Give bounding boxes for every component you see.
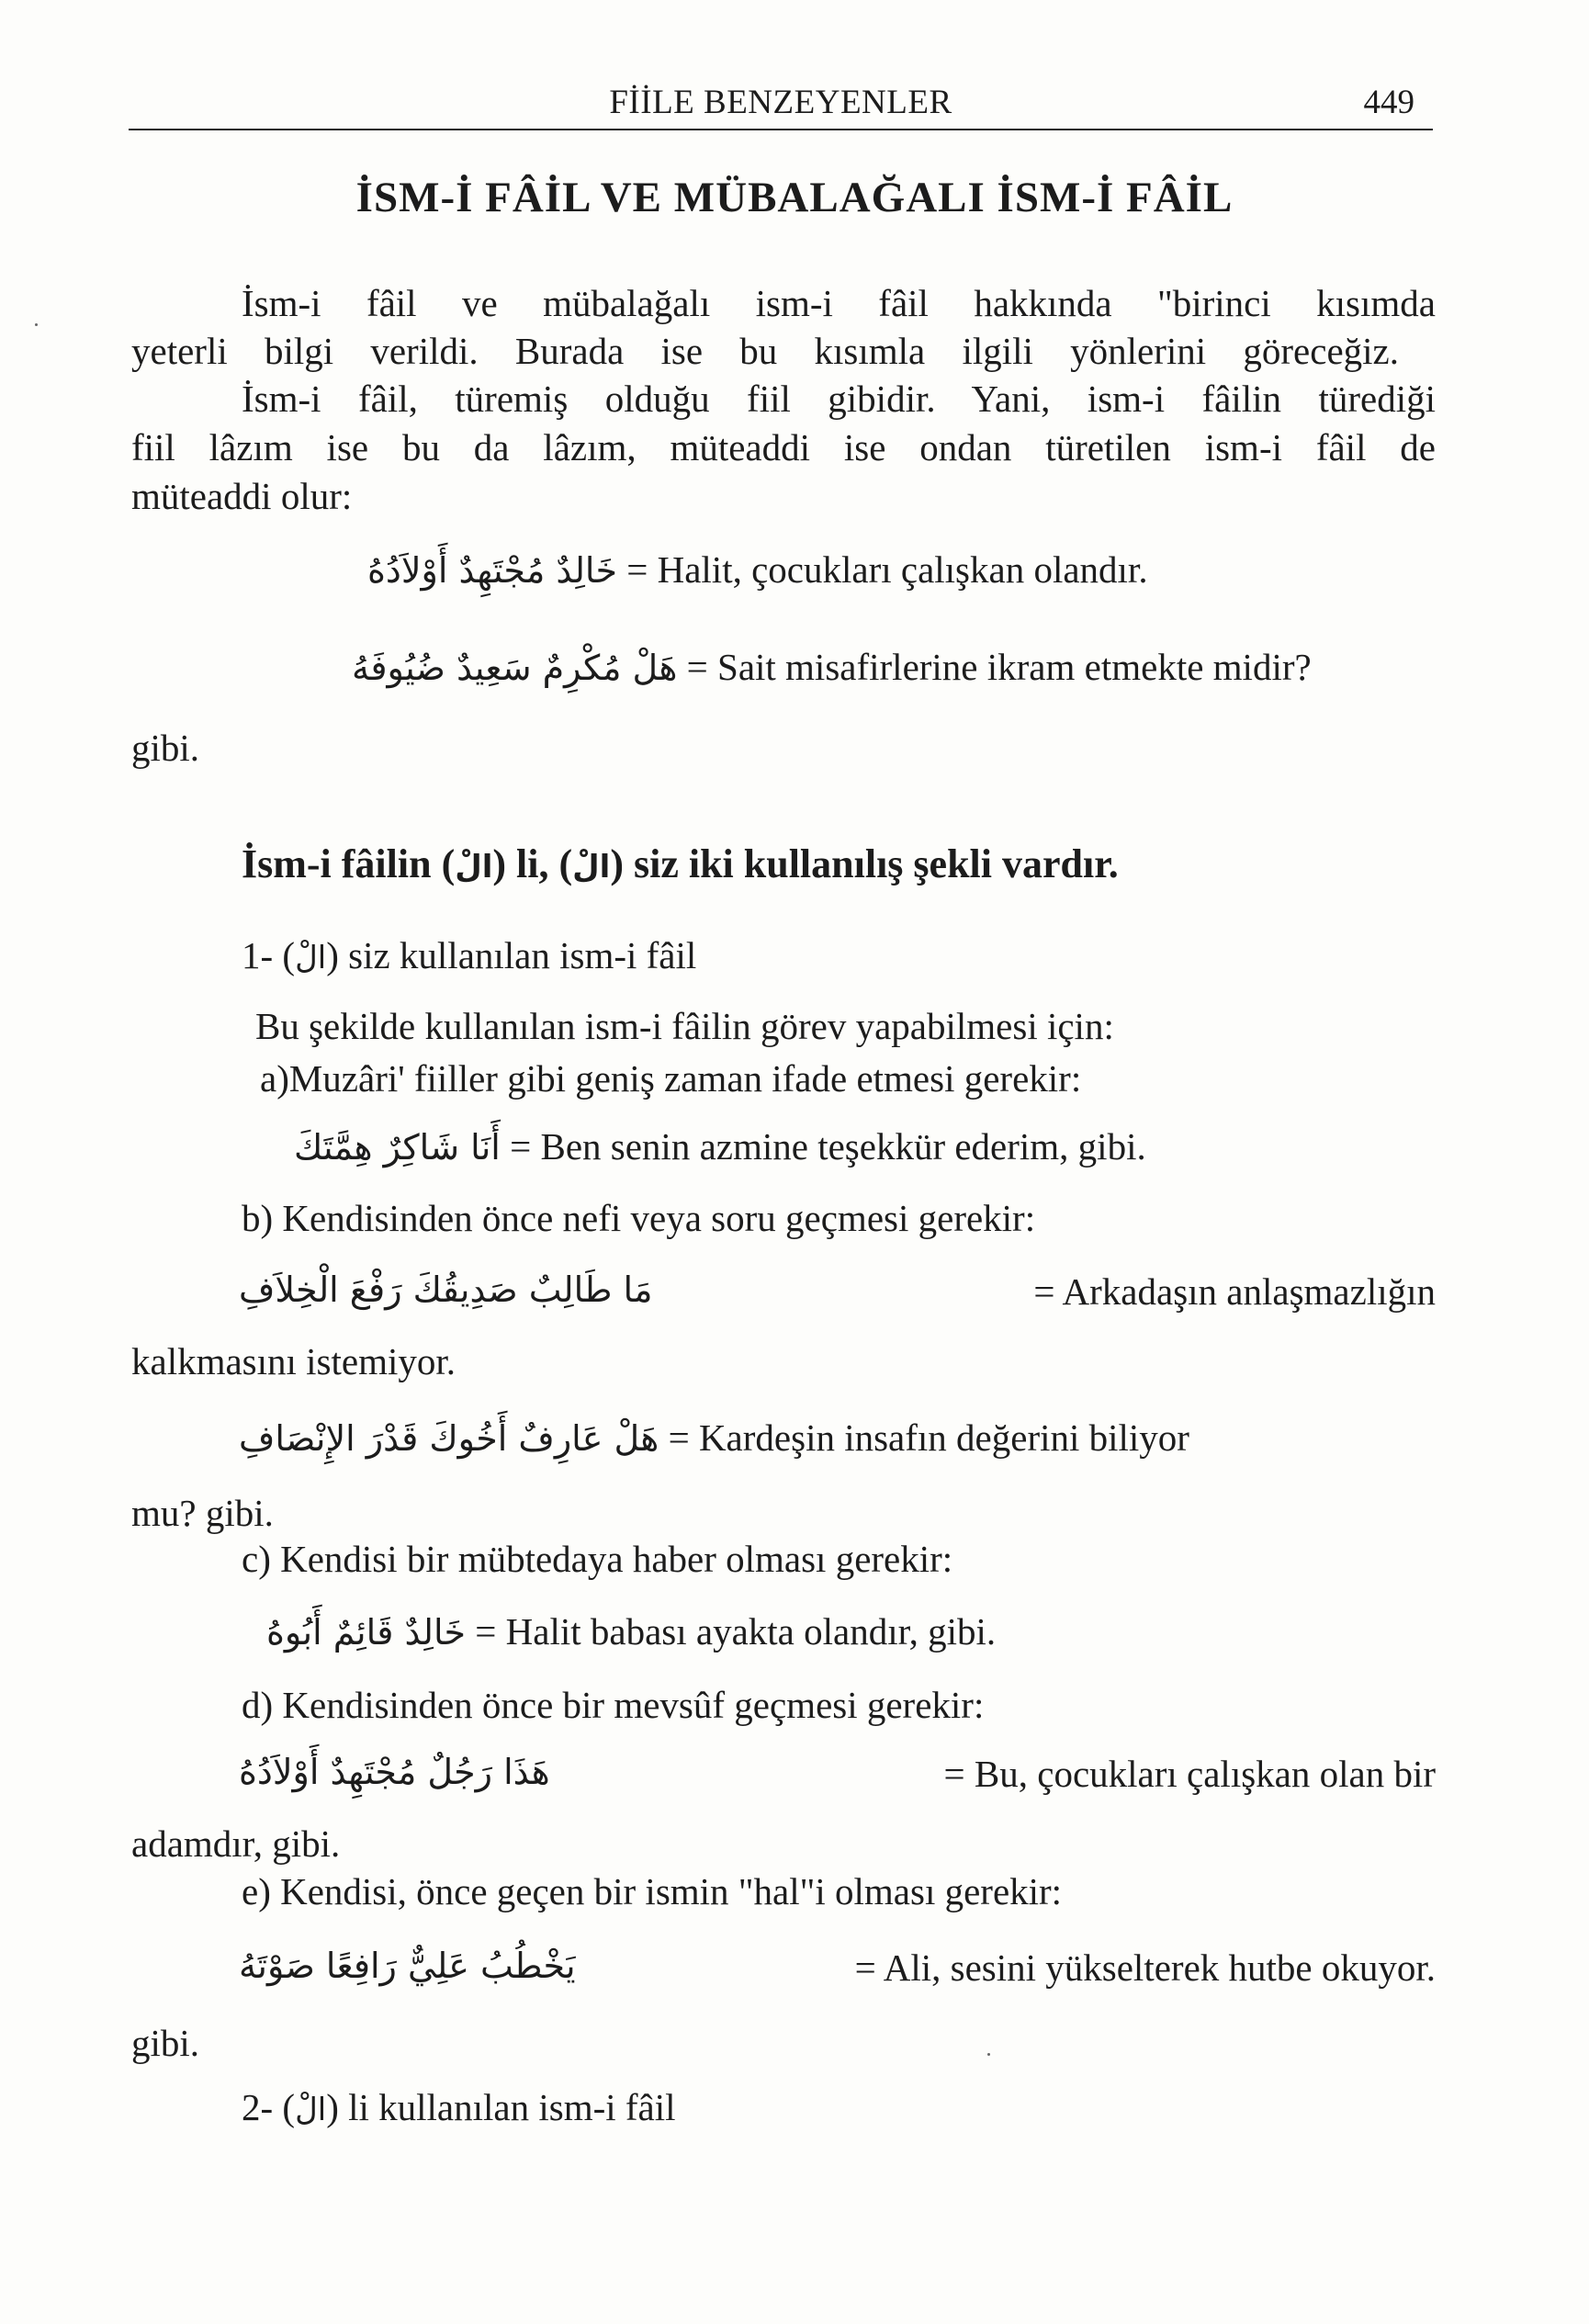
example-translation: = Bu, çocukları çalışkan olan bir bbox=[943, 1753, 1436, 1795]
label-text: 2- ( bbox=[242, 2086, 296, 2128]
example-line bbox=[239, 1416, 1189, 1461]
arabic-example: هَلْ عَارِفٌ أَخُوكَ قَدْرَ الإِنْصَافِ bbox=[239, 1418, 659, 1459]
example-translation: = Kardeşin insafın değerini biliyor bbox=[668, 1416, 1189, 1459]
heading-text: ) li, ( bbox=[492, 841, 573, 886]
paragraph-line: fiil lâzım ise bu da lâzım, müteaddi ise ondan türetilen ism-i fâil de bbox=[131, 426, 1436, 468]
example-line bbox=[266, 1609, 996, 1654]
example-line bbox=[352, 645, 1312, 690]
subsection-label bbox=[242, 2085, 676, 2130]
page-header bbox=[129, 81, 1433, 130]
running-head: FİİLE BENZEYENLER bbox=[609, 84, 952, 121]
arabic-al: الْ bbox=[295, 940, 327, 976]
example-translation: = Halit babası ayakta olandır, gibi. bbox=[475, 1610, 997, 1653]
arabic-example: خَالِدٌ مُجْتَهِدٌ أَوْلاَدُهُ bbox=[367, 550, 617, 591]
example-translation: = Ben senin azmine teşekkür ederim, gibi. bbox=[510, 1125, 1146, 1168]
example-line bbox=[239, 1946, 1436, 1991]
heading-text: İsm-i fâilin ( bbox=[242, 841, 456, 886]
scan-speck bbox=[987, 2053, 990, 2056]
scan-speck bbox=[35, 323, 38, 326]
example-translation: = Halit, çocukları çalışkan olandır. bbox=[626, 548, 1148, 591]
example-line bbox=[367, 547, 1148, 592]
subsection-label bbox=[242, 933, 696, 978]
arabic-example: هَذَا رَجُلٌ مُجْتَهِدٌ أَوْلاَدُهُ bbox=[239, 1752, 550, 1792]
page-number: 449 bbox=[1363, 84, 1414, 121]
condition-c: c) Kendisi bir mübtedaya haber olması gerekir: bbox=[242, 1538, 953, 1580]
paragraph-line: yeterli bilgi verildi. Burada ise bu kısımla ilgili yönlerini göreceğiz. bbox=[131, 330, 1399, 372]
heading-text: ) siz iki kullanılış şekli vardır. bbox=[610, 841, 1119, 886]
gibi-text: gibi. bbox=[131, 2022, 200, 2064]
arabic-al: الْ bbox=[455, 849, 493, 886]
condition-b: b) Kendisinden önce nefi veya soru geçmesi gerekir: bbox=[242, 1197, 1036, 1239]
example-line bbox=[239, 1752, 1436, 1797]
example-continuation: kalkmasını istemiyor. bbox=[131, 1340, 456, 1382]
paragraph-line: Bu şekilde kullanılan ism-i fâilin görev yapabilmesi için: bbox=[255, 1005, 1114, 1047]
arabic-example: يَخْطُبُ عَلِيٌّ رَافِعًا صَوْتَهُ bbox=[239, 1946, 576, 1986]
condition-a: a)Muzâri' fiiller gibi geniş zaman ifade etmesi gerekir: bbox=[260, 1057, 1082, 1100]
paragraph-line: İsm-i fâil, türemiş olduğu fiil gibidir. Yani, ism-i fâilin türediği bbox=[242, 378, 1436, 420]
example-line bbox=[239, 1269, 1436, 1314]
label-text: ) siz kullanılan ism-i fâil bbox=[326, 934, 697, 976]
condition-d: d) Kendisinden önce bir mevsûf geçmesi gerekir: bbox=[242, 1684, 985, 1726]
section-heading bbox=[242, 840, 1119, 889]
label-text: ) li kullanılan ism-i fâil bbox=[326, 2086, 676, 2128]
section-title: İSM-İ FÂİL VE MÜBALAĞALI İSM-İ FÂİL bbox=[355, 174, 1234, 221]
example-translation: = Ali, sesini yükselterek hutbe okuyor. bbox=[854, 1946, 1436, 1989]
example-translation: = Arkadaşın anlaşmazlığın bbox=[1033, 1270, 1436, 1313]
arabic-al: الْ bbox=[572, 849, 611, 886]
gibi-text: gibi. bbox=[131, 727, 200, 769]
example-line bbox=[294, 1124, 1146, 1169]
arabic-example: هَلْ مُكْرِمٌ سَعِيدٌ ضُيُوفَهُ bbox=[352, 648, 678, 688]
arabic-al: الْ bbox=[295, 2092, 327, 2128]
paragraph-line: İsm-i fâil ve mübalağalı ism-i fâil hakkında "birinci kısımda bbox=[242, 282, 1436, 324]
arabic-example: أَنَا شَاكِرٌ هِمَّتَكَ bbox=[294, 1127, 501, 1168]
arabic-example: مَا طَالِبٌ صَدِيقُكَ رَفْعَ الْخِلاَفِ bbox=[239, 1269, 653, 1310]
example-continuation: adamdır, gibi. bbox=[131, 1822, 341, 1865]
example-continuation: mu? gibi. bbox=[131, 1492, 274, 1534]
arabic-example: خَالِدٌ قَائِمٌ أَبُوهُ bbox=[266, 1612, 467, 1653]
label-text: 1- ( bbox=[242, 934, 296, 976]
example-translation: = Sait misafirlerine ikram etmekte midir? bbox=[686, 646, 1312, 688]
condition-e: e) Kendisi, önce geçen bir ismin "hal"i olması gerekir: bbox=[242, 1870, 1063, 1912]
paragraph-line: müteaddi olur: bbox=[131, 475, 353, 517]
